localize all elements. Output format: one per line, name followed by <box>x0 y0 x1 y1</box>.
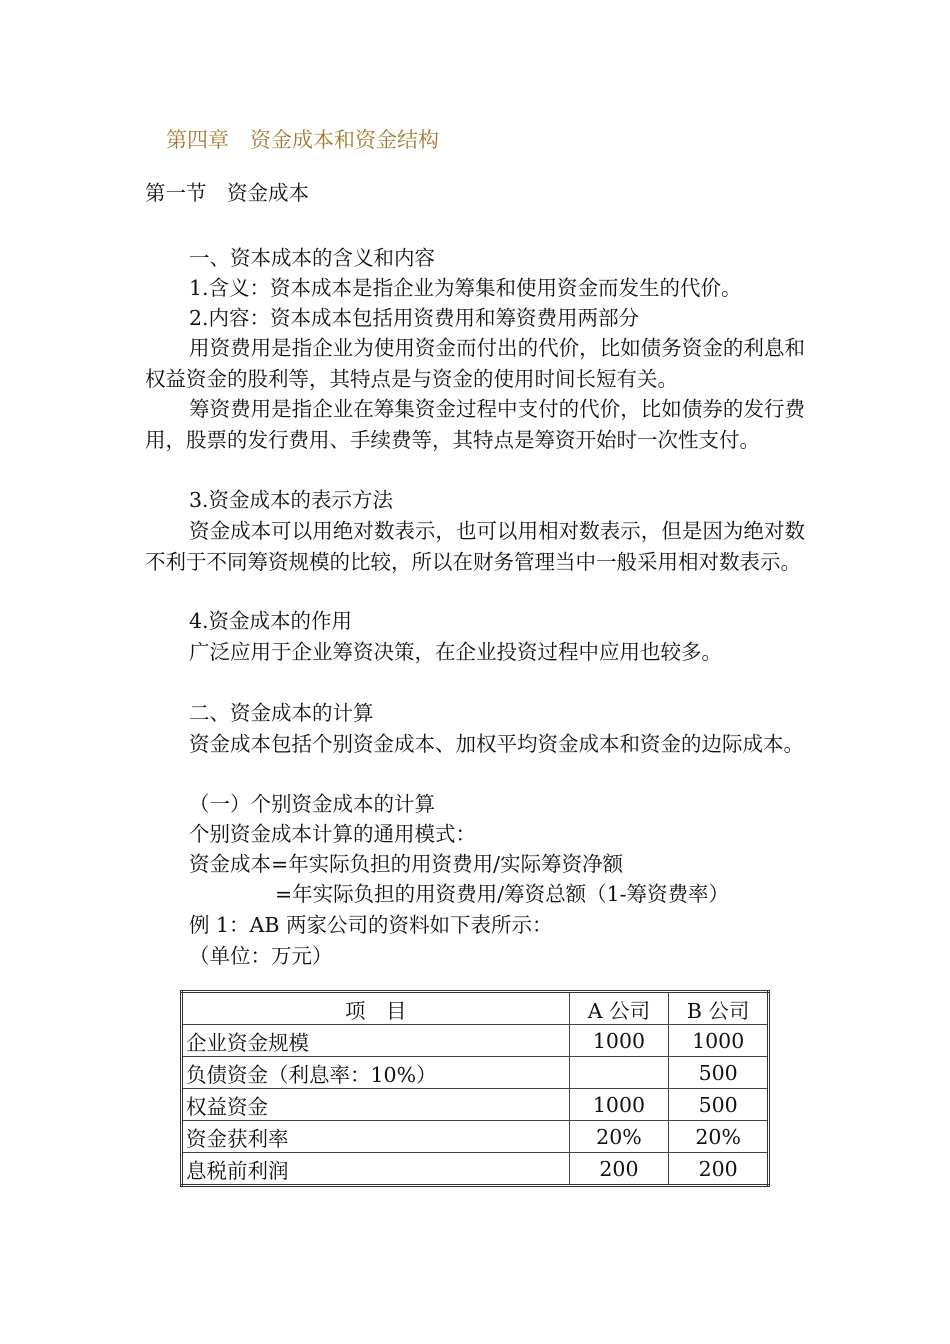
function-heading: 4.资金成本的作用 <box>189 609 353 633</box>
table-row <box>182 1057 769 1089</box>
cell-a: 1000 <box>569 1025 669 1057</box>
table-row <box>182 1089 769 1121</box>
cell-b: 500 <box>669 1089 769 1121</box>
row-label: 资金获利率 <box>182 1121 570 1153</box>
row-label: 负债资金（利息率：10%） <box>182 1057 570 1089</box>
example-line: 例 1：AB 两家公司的资料如下表所示： <box>189 913 553 937</box>
table-header-row <box>182 992 769 1025</box>
table-row <box>182 1025 769 1057</box>
formula-line-2: =年实际负担的用资费用/筹资总额（1-筹资费率） <box>275 882 730 906</box>
section-title: 第一节 资金成本 <box>145 181 309 205</box>
unit-line: （单位：万元） <box>189 944 333 968</box>
definition-line: 1.含义：资本成本是指企业为筹集和使用资金而发生的代价。 <box>189 276 742 300</box>
header-company-b: B 公司 <box>669 992 769 1025</box>
cell-a: 20% <box>569 1121 669 1153</box>
cell-b: 200 <box>669 1153 769 1186</box>
table-row <box>182 1121 769 1153</box>
general-model-line: 个别资金成本计算的通用模式： <box>189 822 476 846</box>
row-label: 息税前利润 <box>182 1153 570 1186</box>
part1-heading: 一、资本成本的含义和内容 <box>189 246 435 270</box>
company-data-table <box>180 990 770 1187</box>
chapter-title: 第四章 资金成本和资金结构 <box>166 128 439 152</box>
table-row <box>182 1153 769 1186</box>
row-label: 权益资金 <box>182 1089 570 1121</box>
cell-a: 200 <box>569 1153 669 1186</box>
cell-a: 1000 <box>569 1089 669 1121</box>
cell-a <box>569 1057 669 1089</box>
content-line: 2.内容：资本成本包括用资费用和筹资费用两部分 <box>189 306 640 330</box>
representation-heading: 3.资金成本的表示方法 <box>189 488 394 512</box>
cell-b: 20% <box>669 1121 769 1153</box>
header-item: 项 目 <box>182 992 570 1025</box>
row-label: 企业资金规模 <box>182 1025 570 1057</box>
formula-line-1: 资金成本=年实际负担的用资费用/实际筹资净额 <box>189 852 624 876</box>
usage-cost-paragraph: 用资费用是指企业为使用资金而付出的代价，比如债务资金的利息和权益资金的股利等，其特点是与资金的使用时间长短有关。 <box>145 336 805 391</box>
cost-types-paragraph: 资金成本包括个别资金成本、加权平均资金成本和资金的边际成本。 <box>189 732 804 756</box>
financing-cost-paragraph: 筹资费用是指企业在筹集资金过程中支付的代价，比如债券的发行费用，股票的发行费用、手续费等，其特点是筹资开始时一次性支付。 <box>145 397 805 452</box>
individual-cost-heading: （一）个别资金成本的计算 <box>189 792 435 816</box>
cell-b: 1000 <box>669 1025 769 1057</box>
part2-heading: 二、资金成本的计算 <box>189 701 374 725</box>
header-company-a: A 公司 <box>569 992 669 1025</box>
cell-b: 500 <box>669 1057 769 1089</box>
representation-paragraph: 资金成本可以用绝对数表示，也可以用相对数表示，但是因为绝对数不利于不同筹资规模的比较，所以在财务管理当中一般采用相对数表示。 <box>145 519 805 574</box>
function-line: 广泛应用于企业筹资决策，在企业投资过程中应用也较多。 <box>189 640 722 664</box>
